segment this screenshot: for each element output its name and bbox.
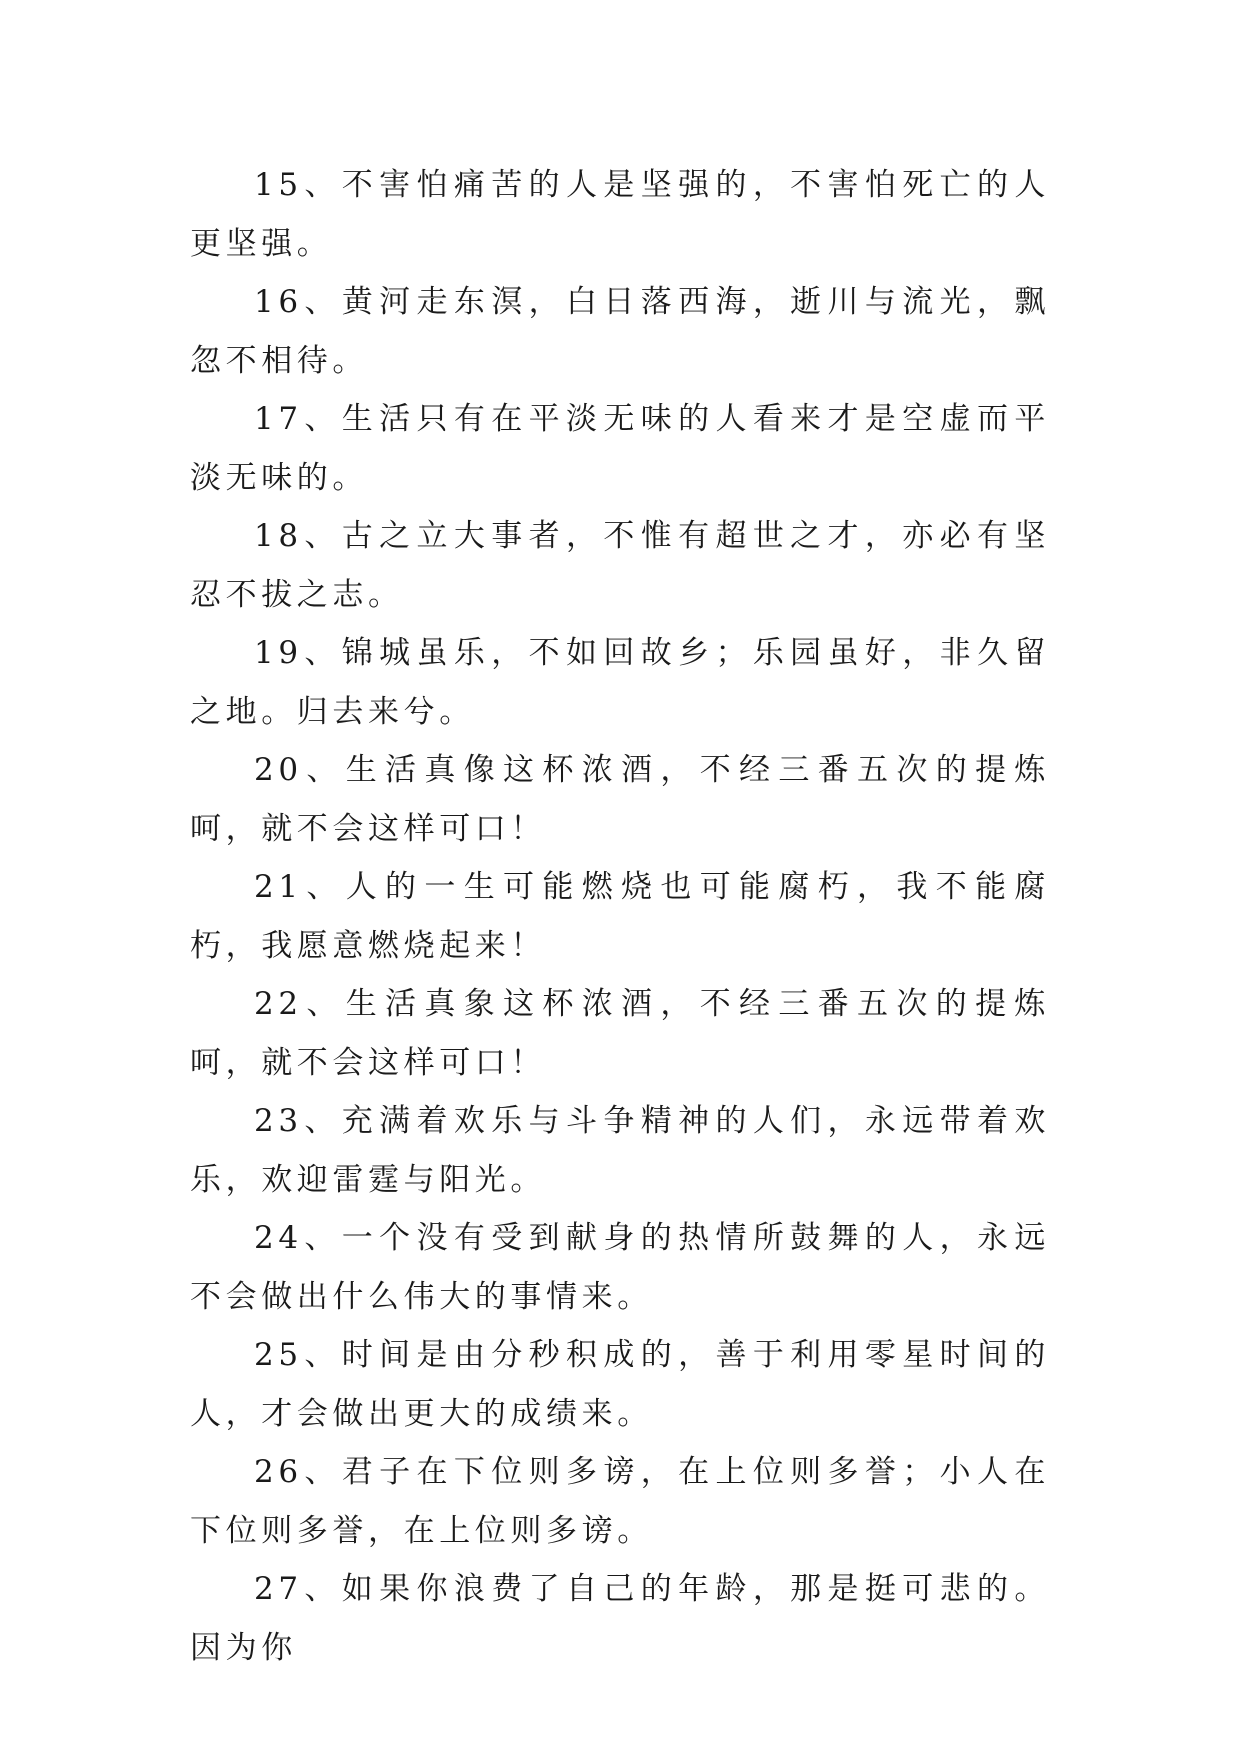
quote-paragraph-23: 23、充满着欢乐与斗争精神的人们，永远带着欢乐，欢迎雷霆与阳光。 — [190, 1103, 1050, 1198]
quote-paragraph-19: 19、锦城虽乐，不如回故乡；乐园虽好，非久留之地。归去来兮。 — [190, 635, 1050, 730]
quote-paragraph-15: 15、不害怕痛苦的人是坚强的，不害怕死亡的人更坚强。 — [190, 167, 1050, 262]
quote-paragraph-22: 22、生活真象这杯浓酒，不经三番五次的提炼呵，就不会这样可口！ — [190, 986, 1050, 1081]
quote-paragraph-17: 17、生活只有在平淡无味的人看来才是空虚而平淡无味的。 — [190, 401, 1050, 496]
quote-paragraph-25: 25、时间是由分秒积成的，善于利用零星时间的人，才会做出更大的成绩来。 — [190, 1337, 1050, 1432]
document-body — [190, 156, 1050, 1677]
quote-paragraph-26: 26、君子在下位则多谤，在上位则多誉；小人在下位则多誉，在上位则多谤。 — [190, 1454, 1050, 1549]
quote-paragraph-21: 21、人的一生可能燃烧也可能腐朽，我不能腐朽，我愿意燃烧起来！ — [190, 869, 1050, 964]
quote-paragraph-20: 20、生活真像这杯浓酒，不经三番五次的提炼呵，就不会这样可口！ — [190, 752, 1050, 847]
quote-paragraph-16: 16、黄河走东溟，白日落西海，逝川与流光，飘忽不相待。 — [190, 284, 1050, 379]
quote-paragraph-27: 27、如果你浪费了自己的年龄，那是挺可悲的。因为你 — [190, 1571, 1050, 1666]
quote-paragraph-18: 18、古之立大事者，不惟有超世之才，亦必有坚忍不拔之志。 — [190, 518, 1050, 613]
quote-paragraph-24: 24、一个没有受到献身的热情所鼓舞的人，永远不会做出什么伟大的事情来。 — [190, 1220, 1050, 1315]
